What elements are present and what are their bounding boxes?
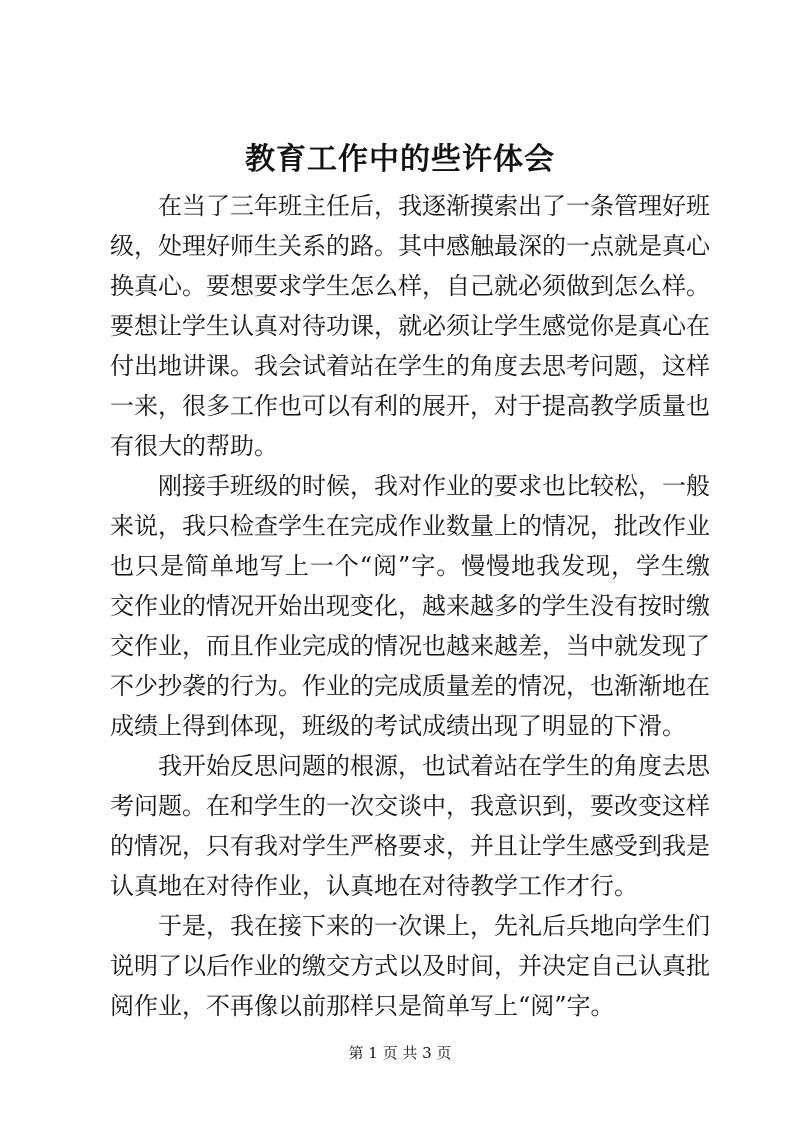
document-body <box>110 186 710 1026</box>
page-number-footer: 第 1 页 共 3 页 <box>348 1044 452 1062</box>
paragraph-2: 刚接手班级的时候，我对作业的要求也比较松，一般来说，我只检查学生在完成作业数量上的情况，批改作业也只是简单地写上一个“阅”字。慢慢地我发现，学生缴交作业的情况开始出现变化，越来越多的学生没有按时缴交作业，而且作业完成的情况也越来越差，当中就发现了不少抄袭的行为。作业的完成质量差的情况，也渐渐地在成绩上得到体现，班级的考试成绩出现了明显的下滑。 <box>110 472 710 740</box>
paragraph-4: 于是，我在接下来的一次课上，先礼后兵地向学生们说明了以后作业的缴交方式以及时间，并决定自己认真批阅作业，不再像以前那样只是简单写上“阅”字。 <box>110 912 710 1020</box>
paragraph-1: 在当了三年班主任后，我逐渐摸索出了一条管理好班级，处理好师生关系的路。其中感触最深的一点就是真心换真心。要想要求学生怎么样，自己就必须做到怎么样。要想让学生认真对待功课，就必须让学生感觉你是真心在付出地讲课。我会试着站在学生的角度去思考问题，这样一来，很多工作也可以有利的展开，对于提高教学质量也有很大的帮助。 <box>110 192 710 460</box>
document-title: 教育工作中的些许体会 <box>245 142 555 177</box>
paragraph-3: 我开始反思问题的根源，也试着站在学生的角度去思考问题。在和学生的一次交谈中，我意识到，要改变这样的情况，只有我对学生严格要求，并且让学生感受到我是认真地在对待作业，认真地在对待教学工作才行。 <box>110 752 710 900</box>
